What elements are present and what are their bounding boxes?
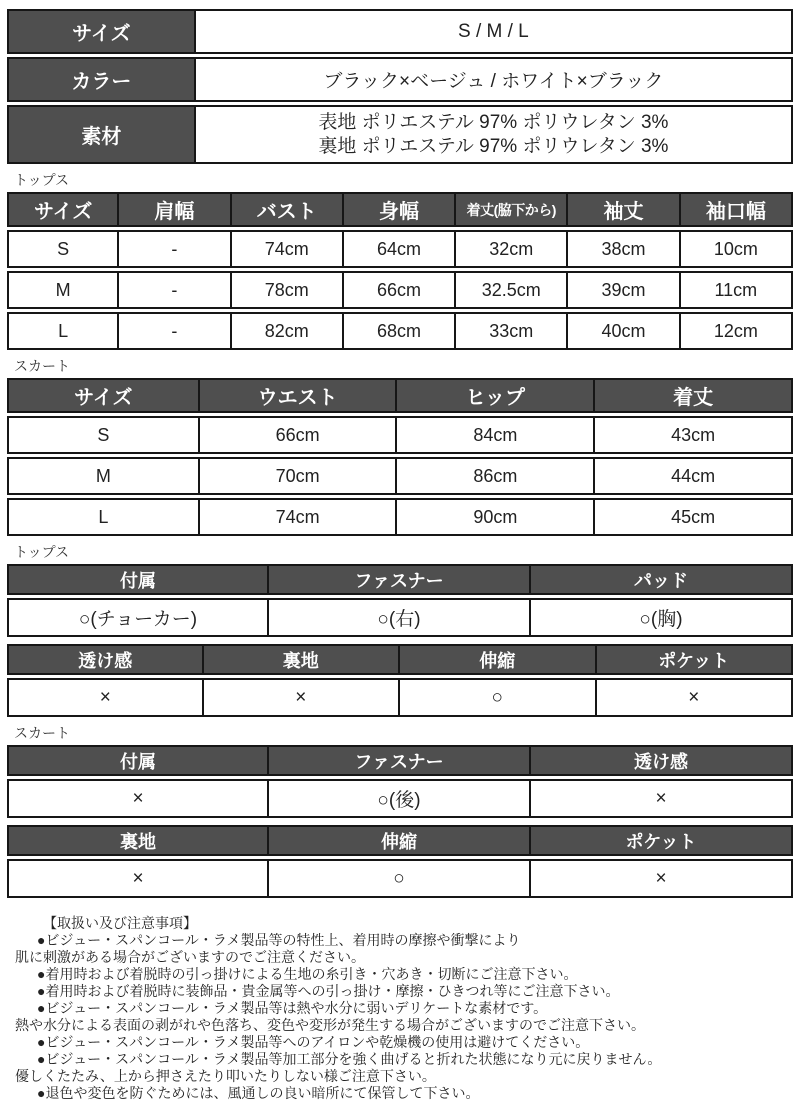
info-size-value: S / M / L bbox=[196, 9, 793, 54]
cell: × bbox=[7, 859, 269, 898]
note-line: 肌に刺激がある場合がございますのでご注意ください。 bbox=[15, 949, 365, 965]
column-header: サイズ bbox=[7, 192, 119, 227]
info-row-header-color: カラー bbox=[7, 57, 196, 102]
cell: × bbox=[7, 779, 269, 818]
column-header: 身幅 bbox=[344, 192, 456, 227]
skirt-spec-table-1 bbox=[7, 742, 793, 821]
column-header: 袖丈 bbox=[568, 192, 680, 227]
table-header-row bbox=[7, 745, 793, 776]
notes-title: 【取扱い及び注意事項】 bbox=[43, 915, 197, 931]
table-row bbox=[7, 859, 793, 898]
info-row-header-size: サイズ bbox=[7, 9, 196, 54]
column-header: 裏地 bbox=[204, 644, 401, 675]
cell: L bbox=[7, 498, 200, 536]
column-header: ヒップ bbox=[397, 378, 595, 413]
cell: ○(チョーカー) bbox=[7, 598, 269, 637]
column-header: ファスナー bbox=[269, 564, 531, 595]
cell: 12cm bbox=[681, 312, 793, 350]
note-line: ●着用時および着脱時に装飾品・貴金属等への引っ掛け・摩擦・ひきつれ等にご注意下さい。 bbox=[37, 983, 620, 999]
column-header: 透け感 bbox=[531, 745, 793, 776]
table-row bbox=[7, 457, 793, 495]
table-row bbox=[7, 779, 793, 818]
table-header-row bbox=[7, 192, 793, 227]
table-row bbox=[7, 230, 793, 268]
cell: 70cm bbox=[200, 457, 398, 495]
table-row bbox=[7, 57, 793, 102]
tops-size-table bbox=[7, 189, 793, 353]
table-header-row bbox=[7, 564, 793, 595]
cell: 82cm bbox=[232, 312, 344, 350]
table-row bbox=[7, 498, 793, 536]
skirt-size-table bbox=[7, 375, 793, 539]
cell: × bbox=[531, 779, 793, 818]
cell: × bbox=[7, 678, 204, 717]
column-header: 裏地 bbox=[7, 825, 269, 856]
tops-spec-table-1 bbox=[7, 561, 793, 640]
cell: 39cm bbox=[568, 271, 680, 309]
cell: × bbox=[597, 678, 794, 717]
cell: 32.5cm bbox=[456, 271, 568, 309]
cell: 66cm bbox=[344, 271, 456, 309]
note-line: ●ビジュー・スパンコール・ラメ製品等加工部分を強く曲げると折れた状態になり元に戻りません。 bbox=[37, 1051, 662, 1067]
cell: ○(胸) bbox=[531, 598, 793, 637]
table-row bbox=[7, 598, 793, 637]
material-line-lining: 裏地 ポリエステル 97% ポリウレタン 3% bbox=[318, 135, 669, 157]
cell: ○(右) bbox=[269, 598, 531, 637]
table-header-row bbox=[7, 644, 793, 675]
cell: 68cm bbox=[344, 312, 456, 350]
cell: 33cm bbox=[456, 312, 568, 350]
column-header: ウエスト bbox=[200, 378, 398, 413]
cell: 74cm bbox=[232, 230, 344, 268]
skirt-spec-table-2 bbox=[7, 822, 793, 901]
column-header: 袖口幅 bbox=[681, 192, 793, 227]
section-label-skirt-spec: スカート bbox=[14, 725, 70, 741]
column-header: パッド bbox=[531, 564, 793, 595]
cell: 45cm bbox=[595, 498, 793, 536]
column-header: ポケット bbox=[531, 825, 793, 856]
column-header: サイズ bbox=[7, 378, 200, 413]
cell: - bbox=[119, 230, 231, 268]
cell: ○ bbox=[400, 678, 597, 717]
cell: 43cm bbox=[595, 416, 793, 454]
cell: 74cm bbox=[200, 498, 398, 536]
section-label-tops-spec: トップス bbox=[14, 544, 70, 560]
column-header: 着丈(脇下から) bbox=[456, 192, 568, 227]
note-line: ●退色や変色を防ぐためには、風通しの良い暗所にて保管して下さい。 bbox=[37, 1085, 480, 1101]
cell: M bbox=[7, 457, 200, 495]
note-line: 優しくたたみ、上から押さえたり叩いたりしない様ご注意下さい。 bbox=[15, 1068, 436, 1084]
cell: 86cm bbox=[397, 457, 595, 495]
cell: L bbox=[7, 312, 119, 350]
cell: - bbox=[119, 271, 231, 309]
cell: 64cm bbox=[344, 230, 456, 268]
column-header: 肩幅 bbox=[119, 192, 231, 227]
cell: 40cm bbox=[568, 312, 680, 350]
table-row bbox=[7, 678, 793, 717]
column-header: 伸縮 bbox=[400, 644, 597, 675]
note-line: ●ビジュー・スパンコール・ラメ製品等へのアイロンや乾燥機の使用は避けてください。 bbox=[37, 1034, 590, 1050]
table-row bbox=[7, 312, 793, 350]
info-color-value: ブラック×ベージュ / ホワイト×ブラック bbox=[196, 57, 793, 102]
cell: 10cm bbox=[681, 230, 793, 268]
cell: S bbox=[7, 230, 119, 268]
handling-notes bbox=[15, 915, 793, 1102]
cell: M bbox=[7, 271, 119, 309]
cell: 11cm bbox=[681, 271, 793, 309]
cell: S bbox=[7, 416, 200, 454]
cell: 38cm bbox=[568, 230, 680, 268]
column-header: バスト bbox=[232, 192, 344, 227]
column-header: ポケット bbox=[597, 644, 794, 675]
column-header: 伸縮 bbox=[269, 825, 531, 856]
table-row bbox=[7, 271, 793, 309]
column-header: 透け感 bbox=[7, 644, 204, 675]
cell: 44cm bbox=[595, 457, 793, 495]
column-header: 付属 bbox=[7, 745, 269, 776]
cell: ○(後) bbox=[269, 779, 531, 818]
note-line: ●ビジュー・スパンコール・ラメ製品等は熱や水分に弱いデリケートな素材です。 bbox=[37, 1000, 548, 1016]
material-line-outer: 表地 ポリエステル 97% ポリウレタン 3% bbox=[318, 111, 669, 133]
cell: 66cm bbox=[200, 416, 398, 454]
note-line: ●ビジュー・スパンコール・ラメ製品等の特性上、着用時の摩擦や衝撃により bbox=[37, 932, 521, 948]
column-header: 付属 bbox=[7, 564, 269, 595]
cell: 32cm bbox=[456, 230, 568, 268]
note-line: ●着用時および着脱時の引っ掛けによる生地の糸引き・穴あき・切断にご注意下さい。 bbox=[37, 966, 578, 982]
cell: 78cm bbox=[232, 271, 344, 309]
cell: ○ bbox=[269, 859, 531, 898]
tops-spec-table-2 bbox=[7, 641, 793, 720]
table-row bbox=[7, 9, 793, 54]
cell: × bbox=[531, 859, 793, 898]
section-label-skirt-size: スカート bbox=[14, 358, 70, 374]
cell: × bbox=[204, 678, 401, 717]
section-label-tops-size: トップス bbox=[14, 172, 70, 188]
info-material-value bbox=[196, 105, 793, 164]
info-row-header-material: 素材 bbox=[7, 105, 196, 164]
table-header-row bbox=[7, 825, 793, 856]
cell: - bbox=[119, 312, 231, 350]
table-row bbox=[7, 105, 793, 164]
product-info-table bbox=[7, 6, 793, 167]
table-row bbox=[7, 416, 793, 454]
column-header: 着丈 bbox=[595, 378, 793, 413]
column-header: ファスナー bbox=[269, 745, 531, 776]
cell: 84cm bbox=[397, 416, 595, 454]
note-line: 熱や水分による表面の剥がれや色落ち、変色や変形が発生する場合がございますのでご注意下さい。 bbox=[15, 1017, 645, 1033]
cell: 90cm bbox=[397, 498, 595, 536]
table-header-row bbox=[7, 378, 793, 413]
